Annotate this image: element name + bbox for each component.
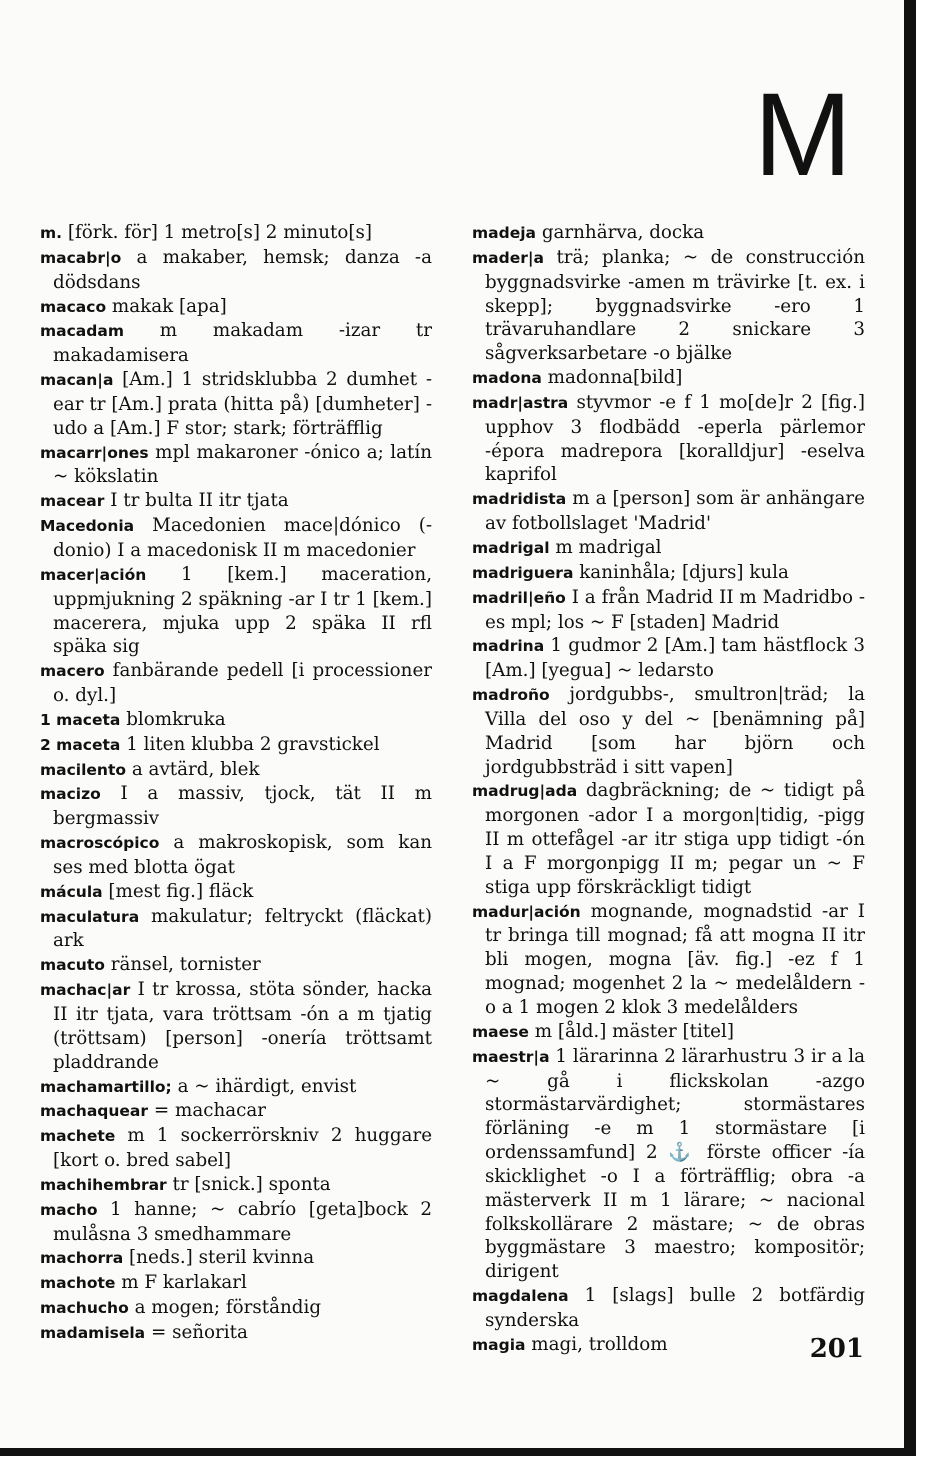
- dictionary-entry: [40, 1321, 432, 1346]
- dictionary-entry: [472, 366, 865, 391]
- entry-definition: a avtärd, blek: [131, 758, 260, 780]
- dictionary-entry: [40, 659, 432, 708]
- entry-headword: macer|ación: [40, 565, 147, 584]
- entry-definition: I a från Madrid II m Madridbo -es mpl; los ~ F [staden] Madrid: [485, 586, 865, 633]
- entry-headword: mader|a: [472, 248, 544, 267]
- dictionary-entry: [472, 683, 865, 779]
- left-column: [40, 221, 432, 1346]
- dictionary-entry: [472, 246, 865, 366]
- entry-headword: macero: [40, 662, 105, 681]
- entry-headword: macilento: [40, 760, 127, 779]
- dictionary-entry: [40, 1296, 432, 1321]
- entry-definition: m F karlakarl: [121, 1272, 247, 1294]
- entry-headword: maese: [472, 1022, 529, 1041]
- entry-definition: a ~ ihärdigt, envist: [177, 1075, 357, 1097]
- entry-definition: = señorita: [150, 1321, 248, 1343]
- dictionary-entry: [40, 1246, 432, 1271]
- dictionary-entry: [40, 1198, 432, 1247]
- entry-headword: 2 maceta: [40, 735, 121, 754]
- dictionary-entry: [472, 536, 865, 561]
- entry-headword: macadam: [40, 322, 124, 341]
- dictionary-entry: [472, 221, 865, 246]
- dictionary-entry: [472, 487, 865, 536]
- entry-headword: machorra: [40, 1249, 124, 1268]
- entry-headword: madrina: [472, 637, 545, 656]
- entry-headword: mácula: [40, 882, 103, 901]
- entry-headword: machihembrar: [40, 1175, 167, 1194]
- dictionary-entry: [40, 782, 432, 831]
- dictionary-entry: [40, 733, 432, 758]
- right-column: [472, 221, 865, 1358]
- dictionary-entry: [40, 1099, 432, 1124]
- entry-definition: m madrigal: [555, 536, 662, 558]
- dictionary-entry: [40, 905, 432, 954]
- entry-definition: 1 [slags] bulle 2 botfärdig synderska: [485, 1285, 866, 1331]
- dictionary-entry: [40, 758, 432, 783]
- dictionary-entry: [472, 634, 865, 683]
- dictionary-entry: [472, 561, 865, 586]
- dictionary-entry: [40, 295, 432, 320]
- entry-definition: magi, trolldom: [531, 1333, 668, 1355]
- entry-headword: machac|ar: [40, 981, 131, 1000]
- entry-headword: madur|ación: [472, 902, 581, 921]
- entry-definition: dagbräckning; de ~ tidigt på morgonen -ador I a morgon|tidig, -pigg II m ottefågel -ar itr stiga upp tidigt -ón I a F morgonpigg II m; pegar un ~ F stiga upp förskräckligt tidigt: [485, 780, 865, 898]
- dictionary-entry: [472, 1333, 865, 1358]
- entry-definition: [förk. för] 1 metro[s] 2 minuto[s]: [67, 222, 372, 243]
- entry-headword: machamartillo;: [40, 1077, 172, 1096]
- dictionary-entry: [40, 880, 432, 905]
- entry-headword: madroño: [472, 686, 550, 705]
- dictionary-entry: [40, 441, 432, 490]
- entry-headword: madona: [472, 369, 542, 388]
- entry-headword: macarr|ones: [40, 443, 149, 462]
- entry-definition: jordgubbs-, smultron|träd; la Villa del oso y del ~ [benämning på] Madrid [som har björn och jordgubbsträd i sitt vapen]: [485, 684, 866, 778]
- entry-definition: I tr krossa, stöta sönder, hacka II itr tjata, vara tröttsam -ón a m tjatig (tröttsam) [person] -onería tröttsamt pladdrande: [53, 979, 432, 1073]
- dictionary-entry: [40, 514, 432, 563]
- dictionary-entry: [40, 978, 432, 1074]
- entry-definition: mognande, mognadstid -ar I tr bringa till mognad; få att mogna II itr bli mogen, mogna [äv. fig.] -ez f 1 mognad; mogenhet 2 la ~ medelåldern -o a 1 mogen 2 klok 3 medelålders: [485, 900, 865, 1018]
- entry-headword: madridista: [472, 490, 567, 509]
- entry-definition: madonna[bild]: [547, 367, 683, 389]
- entry-definition: I a massiv, tjock, tät II m bergmassiv: [53, 783, 432, 830]
- dictionary-entry: [40, 708, 432, 733]
- entry-headword: macuto: [40, 956, 105, 975]
- dictionary-entry: [40, 1173, 432, 1198]
- entry-headword: madamisela: [40, 1323, 146, 1342]
- entry-headword: madrigal: [472, 538, 550, 557]
- section-letter: M: [753, 69, 852, 201]
- dictionary-entry: [472, 1020, 865, 1045]
- entry-headword: machucho: [40, 1299, 129, 1318]
- entry-headword: magdalena: [472, 1287, 569, 1306]
- entry-definition: mpl makaroner -ónico a; latín ~ kökslatin: [53, 441, 432, 488]
- dictionary-entry: [40, 221, 432, 246]
- entry-headword: macizo: [40, 785, 101, 804]
- entry-definition: a makaber, hemsk; danza -a dödsdans: [53, 246, 432, 293]
- entry-headword: macabr|o: [40, 248, 122, 267]
- entry-headword: 1 maceta: [40, 710, 121, 729]
- entry-definition: makulatur; feltryckt (fläckat) ark: [53, 905, 432, 952]
- dictionary-entry: [40, 1075, 432, 1100]
- entry-headword: machaquear: [40, 1102, 149, 1121]
- entry-headword: Macedonia: [40, 517, 135, 536]
- entry-headword: macan|a: [40, 371, 114, 390]
- entry-definition: trä; planka; ~ de construcción byggnadsvirke -amen m trävirke [t. ex. i skepp]; byggnadsvirke -ero 1 trävaruhandlare 2 snickare 3 sågverksarbetare -o bjälke: [485, 246, 866, 365]
- dictionary-entry: [472, 900, 865, 1020]
- dictionary-entry: [40, 831, 432, 880]
- entry-definition: 1 [kem.] maceration, uppmjukning 2 späkning -ar I tr 1 [kem.] macerera, mjuka upp 2 späka II rfl späka sig: [53, 563, 433, 658]
- entry-headword: m.: [40, 224, 63, 242]
- entry-headword: macroscópico: [40, 834, 160, 853]
- dictionary-entry: [472, 779, 865, 899]
- entry-definition: 1 gudmor 2 [Am.] tam hästflock 3 [Am.] [yegua] ~ ledarsto: [485, 635, 865, 682]
- entry-headword: madrug|ada: [472, 782, 578, 801]
- entry-headword: madriguera: [472, 563, 574, 582]
- entry-headword: machete: [40, 1127, 116, 1146]
- dictionary-entry: [40, 246, 432, 295]
- entry-definition: a makroskopisk, som kan ses med blotta ögat: [53, 832, 432, 878]
- entry-definition: Macedonien mace|dónico (-donio) I a macedonisk II m macedonier: [53, 515, 433, 561]
- entry-definition: m a [person] som är anhängare av fotbollslaget 'Madrid': [485, 488, 865, 535]
- entry-definition: styvmor -e f 1 mo[de]r 2 [fig.] upphov 3 flodbädd -eperla pärlemor -épora madrepora [koralldjur] -eselva kaprifol: [485, 391, 865, 486]
- entry-headword: macaco: [40, 297, 107, 316]
- entry-definition: = machacar: [153, 1100, 267, 1122]
- entry-headword: macho: [40, 1200, 98, 1219]
- entry-definition: m 1 sockerrörskniv 2 huggare [kort o. bred sabel]: [53, 1125, 433, 1172]
- entry-headword: magia: [472, 1335, 526, 1354]
- dictionary-entry: [40, 1124, 432, 1173]
- entry-definition: a mogen; förståndig: [134, 1297, 322, 1319]
- entry-headword: madr|astra: [472, 393, 569, 412]
- entry-headword: machote: [40, 1274, 116, 1293]
- entry-definition: 1 hanne; ~ cabrío [geta]bock 2 mulåsna 3 smedhammare: [53, 1198, 432, 1245]
- dictionary-entry: [40, 563, 432, 659]
- entry-definition: m [åld.] mäster [titel]: [534, 1020, 734, 1042]
- entry-definition: fanbärande pedell [i processioner o. dyl.]: [53, 660, 432, 707]
- dictionary-entry: [40, 1271, 432, 1296]
- entry-definition: ränsel, tornister: [110, 954, 261, 976]
- dictionary-entry: [40, 319, 432, 368]
- entry-definition: blomkruka: [126, 708, 226, 730]
- entry-definition: 1 lärarinna 2 lärarhustru 3 ir a la ~ gå i flickskolan -azgo stormästarvärdighet; stormästares förläning -e m 1 stormästare [i ordenssamfund] 2 ⚓ förste officer -ía skicklighet -o I a förträfflig; obra -a mästerverk II m 1 lärare; ~ nacional folkskollärare 2 mästare; ~ de obras byggmästare 3 maestro; kompositör; dirigent: [485, 1045, 866, 1283]
- dictionary-entry: [40, 953, 432, 978]
- entry-definition: [neds.] steril kvinna: [129, 1247, 315, 1269]
- dictionary-entry: [472, 391, 865, 487]
- dictionary-entry: [40, 489, 432, 514]
- entry-headword: madeja: [472, 224, 536, 242]
- entry-headword: maculatura: [40, 907, 140, 926]
- dictionary-entry: [40, 368, 432, 441]
- entry-definition: makak [apa]: [111, 295, 227, 317]
- entry-definition: m makadam -izar tr makadamisera: [53, 320, 433, 367]
- entry-definition: [Am.] 1 stridsklubba 2 dumhet -ear tr [Am.] prata (hitta på) [dumheter] -udo a [Am.] F stor; stark; förträfflig: [53, 369, 432, 439]
- dictionary-entry: [472, 1284, 865, 1333]
- entry-definition: tr [snick.] sponta: [172, 1173, 331, 1195]
- entry-definition: [mest fig.] fläck: [108, 880, 254, 902]
- entry-definition: I tr bulta II itr tjata: [110, 490, 289, 512]
- dictionary-entry: [472, 1045, 865, 1284]
- entry-headword: macear: [40, 492, 105, 511]
- page-number: 201: [809, 1334, 864, 1364]
- dictionary-entry: [472, 586, 865, 635]
- entry-definition: garnhärva, docka: [541, 222, 705, 243]
- entry-headword: madril|eño: [472, 588, 566, 607]
- entry-headword: maestr|a: [472, 1047, 550, 1066]
- entry-definition: 1 liten klubba 2 gravstickel: [126, 733, 380, 755]
- entry-definition: kaninhåla; [djurs] kula: [579, 561, 789, 583]
